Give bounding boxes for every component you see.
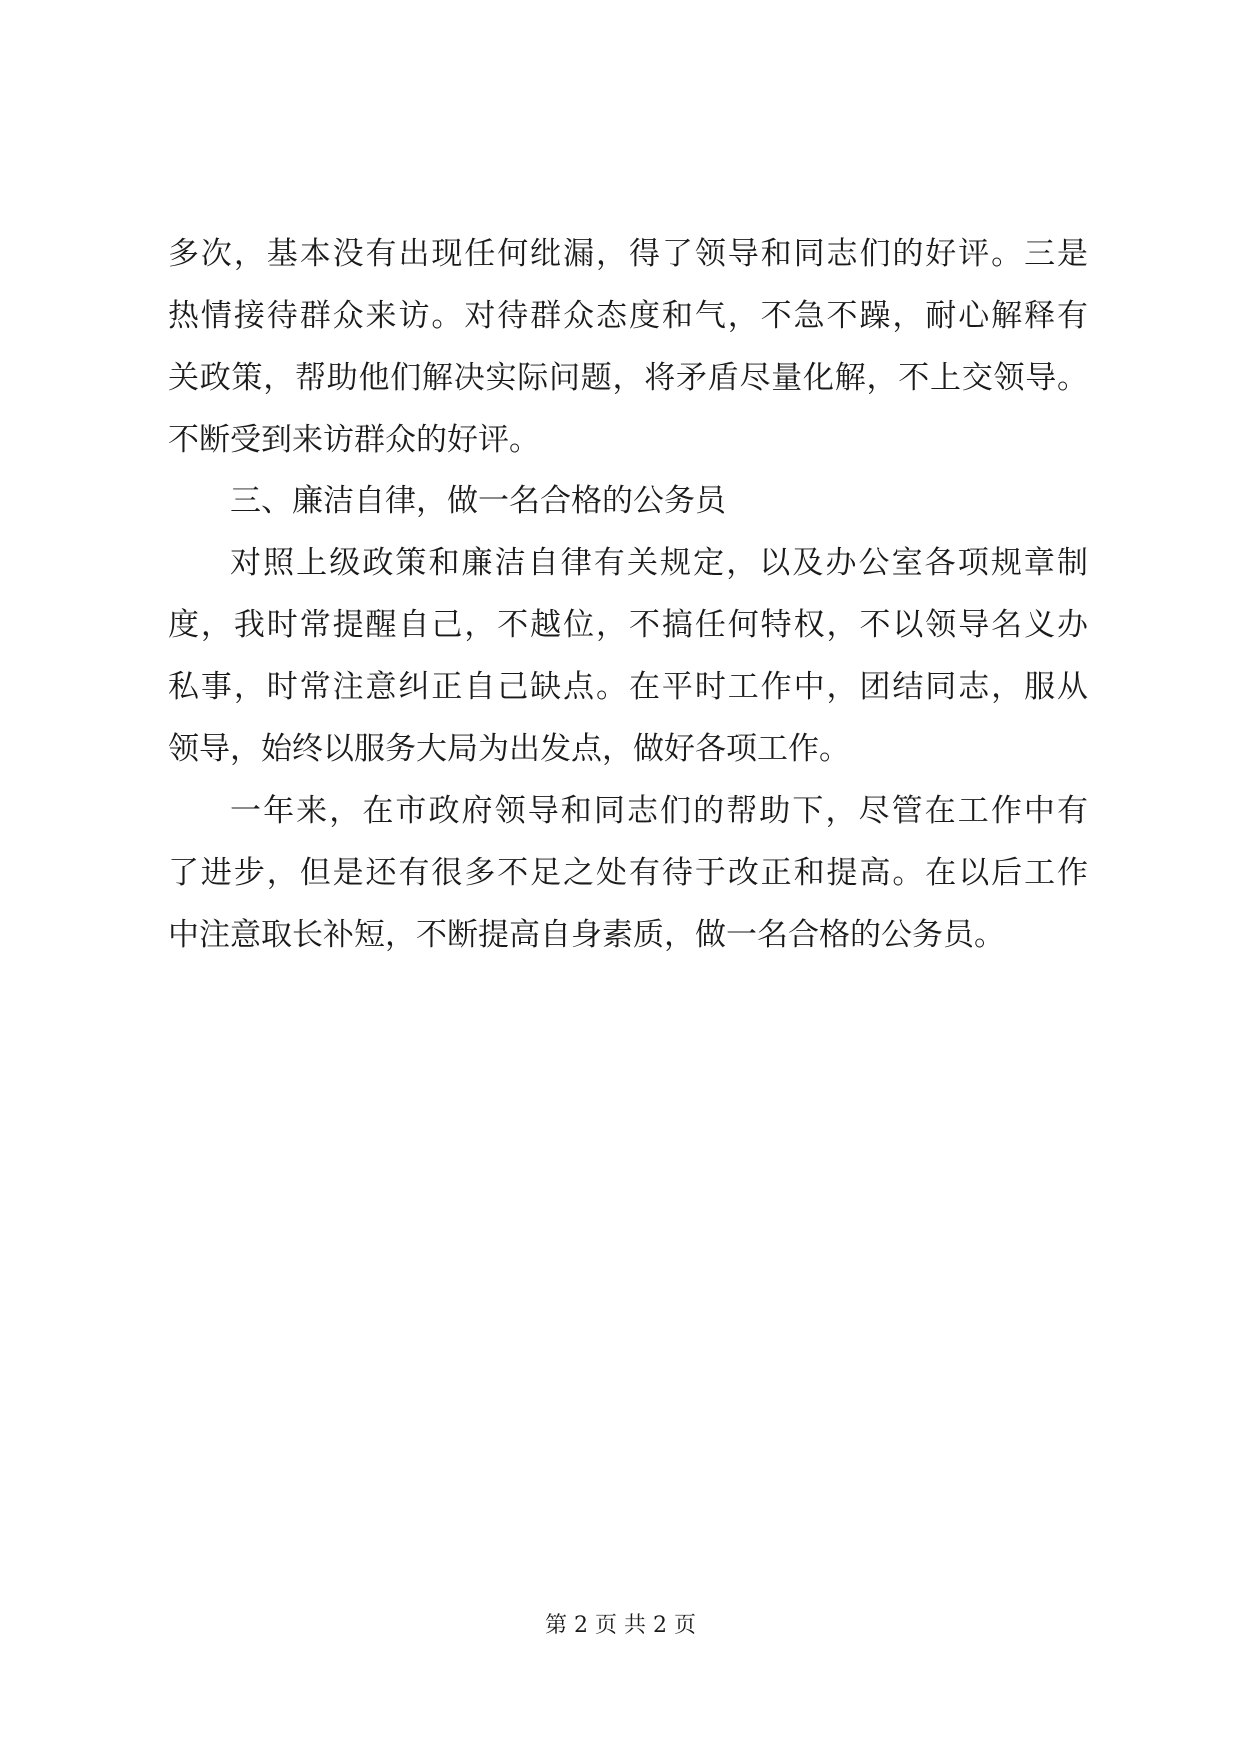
paragraph-line-8: 私事，时常注意纠正自己缺点。在平时工作中，团结同志，服从: [168, 669, 1088, 705]
page-footer: 第 2 页 共 2 页: [545, 1613, 696, 1638]
paragraph-line-2: 热情接待群众来访。对待群众态度和气，不急不躁，耐心解释有: [168, 298, 1088, 334]
paragraph-line-4: 不断受到来访群众的好评。: [168, 422, 540, 458]
paragraph-line-6: 对照上级政策和廉洁自律有关规定，以及办公室各项规章制: [230, 545, 1088, 581]
paragraph-line-7: 度，我时常提醒自己，不越位，不搞任何特权，不以领导名义办: [168, 607, 1088, 643]
section-heading: 三、廉洁自律，做一名合格的公务员: [230, 483, 726, 519]
paragraph-line-9: 领导，始终以服务大局为出发点，做好各项工作。: [168, 731, 850, 767]
paragraph-line-12: 中注意取长补短，不断提高自身素质，做一名合格的公务员。: [168, 917, 1005, 953]
paragraph-line-10: 一年来，在市政府领导和同志们的帮助下，尽管在工作中有: [230, 793, 1088, 829]
paragraph-line-1: 多次，基本没有出现任何纰漏，得了领导和同志们的好评。三是: [168, 236, 1088, 272]
paragraph-line-3: 关政策，帮助他们解决实际问题，将矛盾尽量化解，不上交领导。: [168, 360, 1088, 396]
paragraph-line-11: 了进步，但是还有很多不足之处有待于改正和提高。在以后工作: [168, 855, 1088, 891]
